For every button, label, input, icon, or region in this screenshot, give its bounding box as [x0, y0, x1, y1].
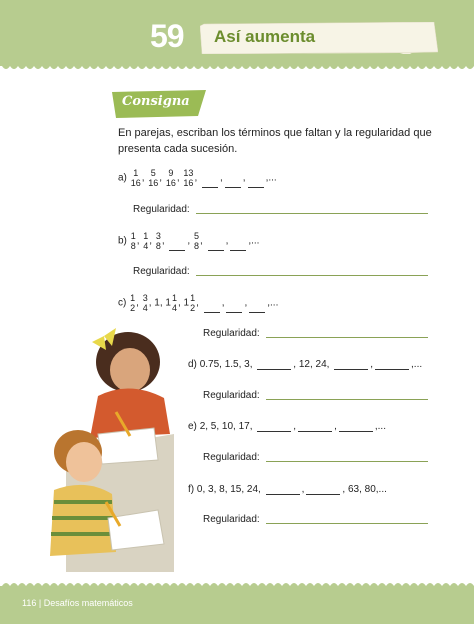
- regularidad-label: Regularidad:: [133, 204, 190, 215]
- item-e: e) 2, 5, 10, 17, , , ,...: [188, 421, 386, 432]
- item-f: f) 0, 3, 8, 15, 24, , , 63, 80,...: [188, 484, 387, 495]
- fraction: 1 8: [130, 231, 136, 251]
- fraction: 9 16: [165, 168, 176, 188]
- regularidad-label: Regularidad:: [203, 328, 260, 339]
- regularidad-line[interactable]: [196, 213, 428, 214]
- answer-blank[interactable]: [257, 423, 291, 432]
- fraction: 3 4: [142, 293, 148, 313]
- page-number: 116: [22, 598, 37, 608]
- regularidad-line[interactable]: [266, 523, 428, 524]
- answer-blank[interactable]: [298, 423, 332, 432]
- regularidad-label: Regularidad:: [133, 266, 190, 277]
- fraction: 5 8: [193, 231, 199, 251]
- fraction: 13 16: [183, 168, 194, 188]
- item-letter: c): [118, 297, 127, 309]
- regularidad-line[interactable]: [266, 337, 428, 338]
- consigna-label: Consigna: [122, 94, 190, 109]
- regularidad-line[interactable]: [266, 461, 428, 462]
- item-letter: a): [118, 172, 127, 184]
- instructions: En parejas, escriban los términos que faltan y la regularidad que presenta cada sucesión.: [118, 127, 432, 155]
- regularidad-label: Regularidad:: [203, 390, 260, 401]
- regularidad-line[interactable]: [266, 399, 428, 400]
- answer-blank[interactable]: [204, 304, 220, 313]
- answer-blank[interactable]: [226, 304, 242, 313]
- answer-blank[interactable]: [248, 179, 264, 188]
- item-b: b) 1 8 , 1 4 , 3 8 , , 5 8 , , ,...: [118, 231, 260, 251]
- answer-blank[interactable]: [266, 486, 300, 495]
- item-letter: d): [188, 359, 197, 370]
- answer-blank[interactable]: [249, 304, 265, 313]
- children-writing-illustration: [46, 322, 176, 572]
- footer-scallop: [0, 580, 474, 588]
- regularidad-line[interactable]: [196, 275, 428, 276]
- fraction: 5 16: [148, 168, 159, 188]
- answer-blank[interactable]: [202, 179, 218, 188]
- header-scallop: [0, 64, 474, 72]
- fraction: 1 2: [190, 293, 196, 313]
- answer-blank[interactable]: [208, 242, 224, 251]
- answer-blank[interactable]: [169, 242, 185, 251]
- fraction: 1 2: [130, 293, 136, 313]
- fraction: 1 4: [143, 231, 149, 251]
- item-letter: f): [188, 484, 195, 495]
- book-title: Desafíos matemáticos: [43, 598, 133, 608]
- answer-blank[interactable]: [306, 486, 340, 495]
- item-c: c) 1 2 , 3 4 , 1, 1 1 4 , 1 1 2 , , , ,...: [118, 293, 279, 313]
- regularidad-label: Regularidad:: [203, 452, 260, 463]
- answer-blank[interactable]: [334, 361, 368, 370]
- item-a: a) 1 16 , 5 16 , 9 16 , 13 16 , , , ,...: [118, 168, 277, 188]
- lesson-number: 59: [150, 18, 184, 54]
- answer-blank[interactable]: [230, 242, 246, 251]
- fraction: 1 16: [130, 168, 141, 188]
- fraction: 1 4: [171, 293, 177, 313]
- item-d: d) 0.75, 1.5, 3, , 12, 24, , ,...: [188, 359, 423, 370]
- answer-blank[interactable]: [375, 361, 409, 370]
- answer-blank[interactable]: [339, 423, 373, 432]
- answer-blank[interactable]: [225, 179, 241, 188]
- fraction: 3 8: [155, 231, 161, 251]
- page-title: Así aumenta: [214, 27, 316, 46]
- regularidad-label: Regularidad:: [203, 514, 260, 525]
- item-letter: e): [188, 421, 197, 432]
- footer: 116 | Desafíos matemáticos: [22, 598, 133, 608]
- item-letter: b): [118, 235, 127, 247]
- answer-blank[interactable]: [257, 361, 291, 370]
